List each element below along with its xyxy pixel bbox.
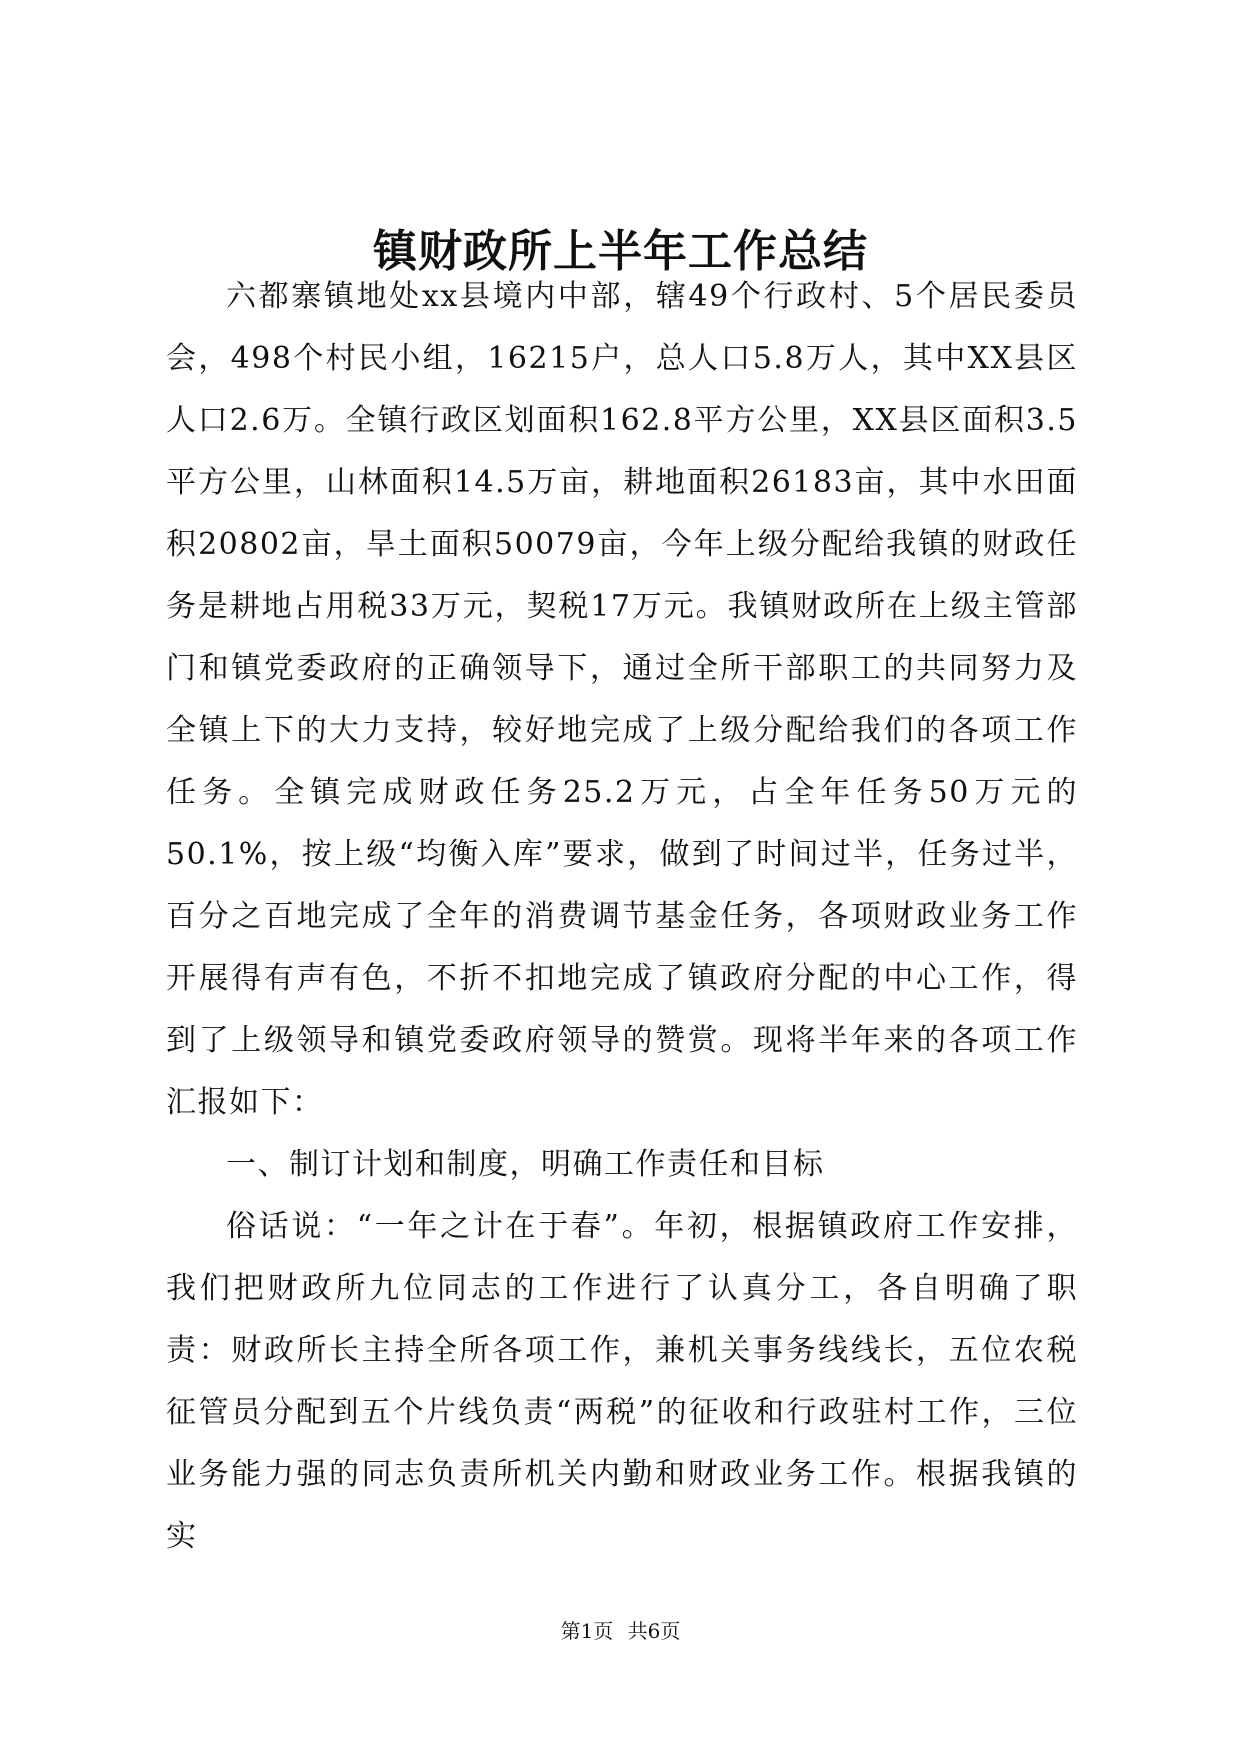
document-title: 镇财政所上半年工作总结 <box>373 226 868 277</box>
section-heading-1: 一、制订计划和制度，明确工作责任和目标 <box>226 1147 825 1182</box>
page-number: 第1页 <box>560 1619 614 1643</box>
page-total: 共6页 <box>627 1619 681 1643</box>
document-body <box>166 266 1078 1568</box>
page-footer <box>0 1616 1241 1646</box>
paragraph-intro: 六都寨镇地处xx县境内中部，辖49个行政村、5个居民委员会，498个村民小组，16215户，总人口5.8万人，其中XX县区人口2.6万。全镇行政区划面积162.8平方公里，XX县区面积3.5平方公里，山林面积14.5万亩，耕地面积26183亩，其中水田面积20802亩，旱土面积50079亩，今年上级分配给我镇的财政任务是耕地占用税33万元，契税17万元。我镇财政所在上级主管部门和镇党委政府的正确领导下，通过全所干部职工的共同努力及全镇上下的大力支持，较好地完成了上级分配给我们的各项工作任务。全镇完成财政任务25.2万元，占全年任务50万元的50.1%，按上级“均衡入库”要求，做到了时间过半，任务过半，百分之百地完成了全年的消费调节基金任务，各项财政业务工作开展得有声有色，不折不扣地完成了镇政府分配的中心工作，得到了上级领导和镇党委政府领导的赞赏。现将半年来的各项工作汇报如下： <box>166 279 1078 1120</box>
paragraph-section-1: 俗话说：“一年之计在于春”。年初，根据镇政府工作安排，我们把财政所九位同志的工作进行了认真分工，各自明确了职责：财政所长主持全所各项工作，兼机关事务线线长，五位农税征管员分配到五个片线负责“两税”的征收和行政驻村工作，三位业务能力强的同志负责所机关内勤和财政业务工作。根据我镇的实 <box>166 1209 1078 1554</box>
